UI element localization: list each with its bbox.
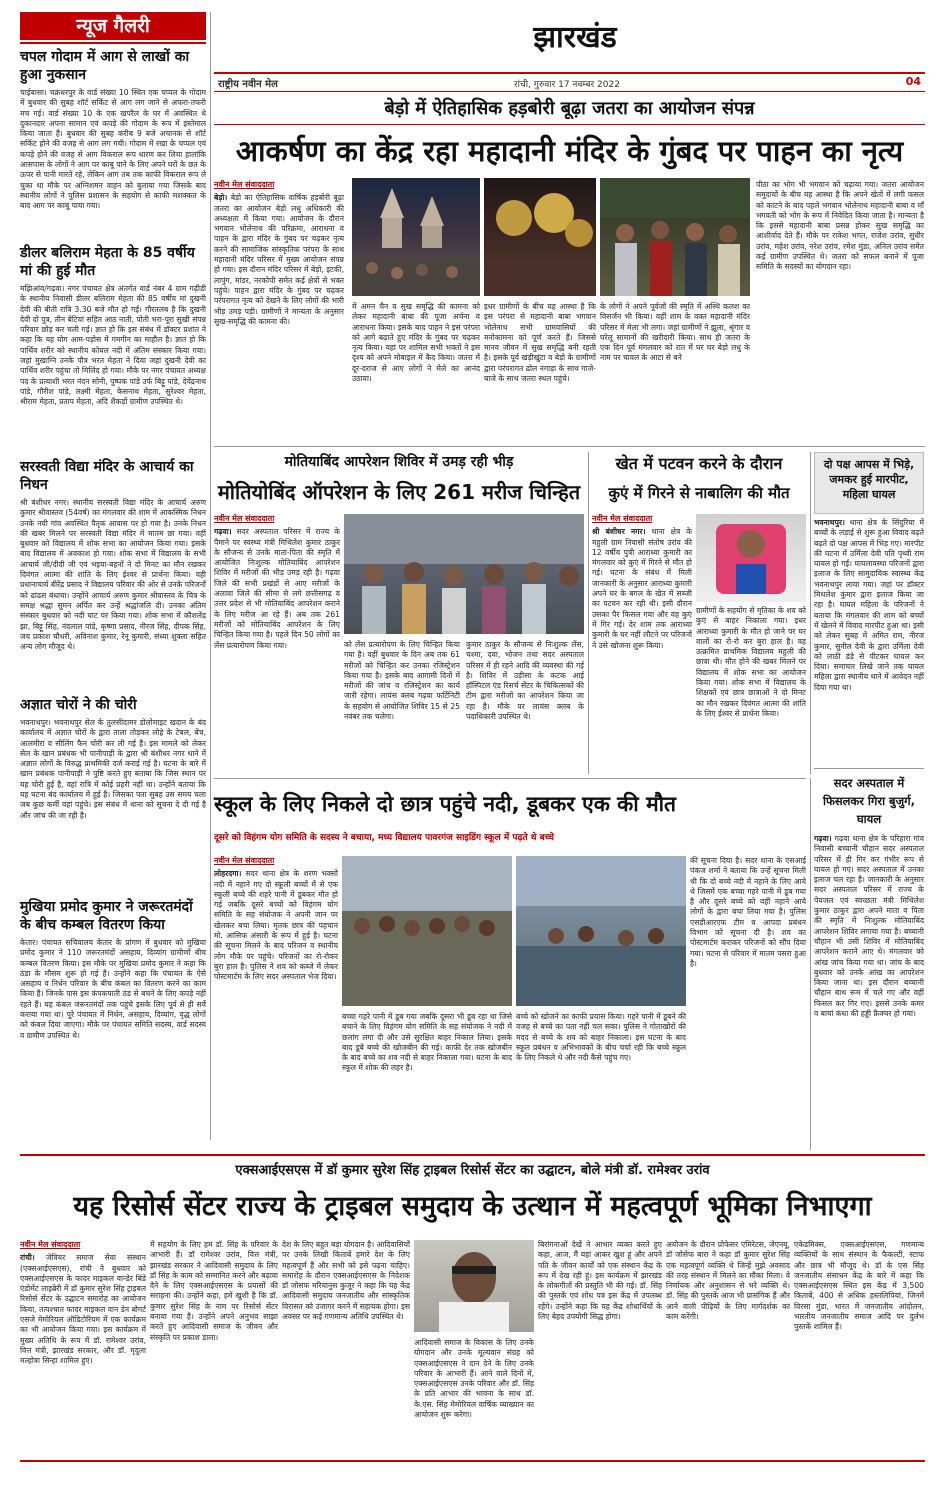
masthead-bar	[214, 72, 925, 92]
story6-subhead: दूसरे को विहंगम योग समिति के सदस्य ने बचाया, मध्य विद्यालय पावरगंज साइडिंग स्कूल में पढ़ते थे बच्चे	[214, 833, 554, 843]
story6-photo-river	[516, 856, 686, 1006]
story1-photo-dance	[484, 178, 596, 296]
story1-kicker-rule	[214, 124, 925, 125]
sidebar-item-4-head: अज्ञात चोरों ने की चोरी	[20, 697, 137, 713]
story7-byline: नवीन मेल संवाददाता	[20, 1240, 81, 1249]
sidebar-item-3-head: सरस्वती विद्या मंदिर के आचार्य का निधन	[20, 459, 194, 493]
story7-top-rule	[20, 1154, 925, 1156]
story4-body	[814, 518, 924, 762]
story2-col1	[214, 514, 340, 774]
story7-col5: बिरांगनाओं देखें ने आभार व्यक्त करते हुए कहा, आज, मैं यहां आकर खुश हूं और अपने पति के जीवन कार्यों को एक संस्थान केंद्र के रूप में देख रही हूं। इस कार्यक्रम में झारखंड के लोकगीतों की प्रस्तुति भी की गई। डॉ. सिंह की पुस्तकें एवं शोध पत्र इस केंद्र में उपलब्ध रहेंगे। उन्होंने कहा कि यह केंद्र शोधार्थियों के लिए बेहद उपयोगी सिद्ध होगा।	[538, 1240, 662, 1322]
story4-body-text: थाना क्षेत्र के सिंदुरिया में बच्चों के लड़ाई से शुरू हुआ विवाद बढ़ते बढ़ते दो पक्ष आपस में भिड़ गए। मारपीट की घटना में उर्मिला देवी पति पृथ्वी राम घायल हो गईं। घायलावस्था परिजनों द्वारा इलाज के लिए सामुदायिक स्वास्थ्य केंद्र भवनाथपुर लाया गया। जहां पर डॉक्टर मिथलेश कुमार द्वारा इलाज किया जा रहा है। घायल महिला के परिजनों ने बताया कि मंगलवार की शाम को बच्चों में खेलने में विवाद मारपीट हुआ था। इसी को लेकर सुबह में अमित राम, नीरज कुमार, सुनील देवी के द्वारा उर्मिला देवी को लाठी डंडे से पीटकर घायल कर दिया। समाचार लिखे जाने तक घायल महिला द्वारा स्थानीय थाने में आवेदन नहीं दिया गया था।	[814, 518, 924, 692]
story3-divider	[810, 452, 811, 774]
story1-col1	[214, 180, 344, 450]
sidebar-item-5-head: मुखिया प्रमोद कुमार ने जरूरतमंदों के बीच कम्बल वितरण किया	[20, 899, 193, 933]
story1-col5: पीठा का भोग भी भगवान को चढ़ाया गया। जतरा आयोजन समुदायों के बीच यह आस्था है कि अपने खेतों में लगी फसल को काटने के बाद पहले भगवान भोलेनाथ महादानी बाबा व माँ भगवती को भोग के रूप में निवेदित किया जाता है। मान्यता है कि इससे महादानी बाबा प्रसन्न होकर सुख समृद्धि का आशीर्वाद देते हैं। मौके पर राकेश भगत, राजेश उरांव, सुधीर उरांव, महेश उरांव, नरेश उरांव, रमेश मुंडा, अनिल उरांव समेत कई ग्रामीण उपस्थित थे। जतरा को सफल बनाने में पूजा समिति के सदस्यों का योगदान रहा।	[756, 180, 924, 272]
section-title: झारखंड	[533, 20, 617, 55]
story1-photo-group	[600, 178, 750, 296]
story6-col4: की सूचना दिया है। सदर थाना के एसआई पंकज शर्मा ने बताया कि उन्हें सूचना मिली थी कि दो बच्चे नदी में नहाने के लिए आये थे जिसमें एक बच्चा गहरे पानी में डूब गया है और दूसरे बच्चे को वहीं नहाने आये लोगों के द्वारा बचा लिया गया है। पुलिस एसडीआरएफ टीम व आपदा प्रबंधन विभाग को सूचना दी है। शव का पोस्टमार्टम कराकर परिजनों को सौंप दिया गया। घटना से परिवार में मातम पसरा हुआ है।	[690, 856, 806, 968]
story6-col1	[214, 856, 338, 1150]
story1-col4: के लोगों ने अपने पूर्वजों की स्मृति में अस्थि कलश का विसर्जन भी किया। वहीं शाम के वक्त महादानी मंदिर परिसर में मेला भी लगा। जहां ग्रामीणों ने झूला, श्रृंगार व घरेलू सामानों की खरीदारी किया। साथ ही जतरा के एक दिन पूर्व मंगलवार को रात में घर घर बेड़ो लधु के नाम पर चावल के आटा से बने	[600, 302, 750, 363]
story3-byline: नवीन मेल संवाददाता	[592, 514, 653, 523]
page-number: 04	[905, 75, 921, 88]
story2-bottom-rule	[214, 778, 806, 779]
story2-col1-text: सदर अस्पताल परिसर में राज्य के पैमाने पर स्वस्थ्य मंत्री मिथिलेश कुमार ठाकुर के सौजन्य से उनके माता-पिता की स्मृति में आयोजित निःशुल्क मोतियाबिंद आपरेशन शिविर में मरीजों की भीड़ उमड़ रही है। गढ़वा जिले की सभी प्रखंडों से आए मरीजों के अलावा जिले की सीमा से लगे छत्तीसगढ़ व उत्तर प्रदेश से भी मोतियाबिंद आपरेशन कराने के लिए मरीज आ रहे हैं। अब तक 261 मरीजों को मोतियाबिंद आपरेशन के लिए चिन्हित किया गया है। पहले दिन 50 लोगों का लेंस प्रत्यारोपण किया गया।	[214, 527, 340, 650]
story2-col3: कुमार ठाकुर के सौजन्य से निःशुल्क लेंस, चश्मा, दवा, भोजन तथा सदर अस्पताल परिसर में ही रहने आदि की व्यवस्था की गई है। शिविर में उड़ीसा के कटक आई हॉस्पिटल एंड रिसर्च सेंटर के चिकित्सकों की टीम द्वारा मरीजों का आपरेशन किया जा रहा है। मौके पर लायंस क्लब के पदाधिकारी उपस्थित थे।	[466, 640, 584, 722]
story3-headline-2: कुएं में गिरने से नाबालिग की मौत	[608, 484, 790, 502]
sidebar-item-5	[20, 898, 206, 1146]
sidebar-item-1-body: चाईबासा। चक्रधरपुर के वार्ड संख्या 10 स्थित एक चप्पल के गोदाम में बुधवार की सुबह शॉर्ट सर्किट से आग लग जाने से अफरा-तफरी मच गई। वार्ड संख्या 10 के एक खपरैल के घर में अवस्थित थे दुकानदार अपना सामान एवं कपड़े की गोदाम के रूप में इस्तेमाल किया जाता है। बुधवार की सुबह करीब 9 बजे अचानक से शॉर्ट सर्किट होने की वजह से आग लग गयी। गोदाम में रखा के चप्पल एवं कपड़े होने की वजह से आग विकराल रूप धारण कर लिया हालांकि आसपास के लोगों ने आग पर काबू पाने के लिए अपने घरों के छत के ऊपर से पानी मारते रहे, लेकिन आग तब तक काफी विकराल रूप ले चुका था मौके पर अग्निशमन वाहन को बुलाया गया जिसके बाद स्थानीय लोगों ने पुलिस प्रशासन के सहयोग से काफी मशक्कत के बाद आग पर काबू पाया गया।	[20, 88, 206, 211]
story1-bottom-rule	[214, 446, 925, 447]
story6-photo-crowd	[342, 856, 512, 1006]
story3-col2: ग्रामीणों के सहयोग से मृतिका के शव को कुएं से बाहर निकाला गया। इधर आराध्या कुमारी के मौत हो जाने पर घर वालों का रो-रो कर बुरा हाल है। वह उत्क्रमित प्राथमिक विद्यालय महुली की छात्रा थी। मौत होने की खबर मिलने पर विद्यालय में शोक सभा का आयोजन किया गया। शोक सभा में विद्यालय के शिक्षकों एवं छात्र छात्राओं ने दो मिनट का मौन रखकर दिवंगत आत्मा की शांति के लिए ईश्वर से प्रार्थना किया।	[696, 606, 806, 718]
story7-kicker: एक्सआईएसएस में डॉ कुमार सुरेश सिंह ट्राइबल रिसोर्स सेंटर का उद्घाटन, बोले मंत्री डॉ. रामेश्वर उरांव	[235, 1163, 710, 1178]
story1-kicker: बेड़ो में ऐतिहासिक हड़बोरी बूढ़ा जतरा का आयोजन संपन्न	[384, 98, 755, 119]
story6-col1-text: सदर थाना क्षेत्र के शरण भक्सो नदी में नहाने गए दो स्कूली बच्चों में से एक स्कूली बच्चे की शहरे पानी में डूबकर मौत हो गई जबकि दूसरे बच्चों को विहंगम योग समिति के सह संयोजक ने अपनी जान पर खेलकर बचा लिया। मृतक छात्र की पहचान मो. आसिफ अंसारी के रूप में हुई है। घटना की सूचना मिलने के बाद परिजन व स्थानीय लोग मौके पर पहुंचे। परिजनों का रो-रोकर बुरा हाल है। पुलिस ने शव को कब्जे में लेकर पोस्टमार्टम के लिए सदर अस्पताल भेज दिया।	[214, 869, 338, 982]
story5-lead: गढ़वा।	[814, 834, 832, 843]
story5-body	[814, 834, 924, 1150]
sidebar-item-3	[20, 458, 206, 688]
sidebar-item-2-body: मझिआंव/गढ़वा। नगर पंचायत क्षेत्र अंतर्गत वार्ड नंबर 4 ग्राम गढ़ीडी के स्थानीय निवासी डीलर बलिराम मेहता की 85 वर्षीय मां दुखनी देवी की बीती रात्रि 3.30 बजे मौत हो गई। गौरतलब है कि दुखनी देवी दो पुत्र, तीन बेटियां सहित आठ नाती, पोती भरा-पूरा सुखी संपन्न परिवार छोड़ कर चली गई। ज्ञात हो कि इस संबंध में डॉक्टर प्रशांत ने कहा कि यह योग आम-पड़ोस में गमगीन का माहौल है। ज्ञात हो कि पार्थिव शरीर को स्थानीय कोयल नदी में अंतिम संस्कार किया गया। जहां मुखाग्नि उनके पौत्र भरत मेहता ने दिया जहां दुखनी देवी का पार्थिव शरीर पहुंचा तो मिलिंद हो गया। मौके पर नगर पंचायत अध्यक्ष पद के प्रत्याशी भरत नंदन सोनी, पुष्पक पांडे उर्फ बिट्टू पांडे, देवेंद्रनाथ पांडे, गौरीश पांडे, लक्ष्मी मेहता, केसनाथ मेहता, सुरेश्वर मेहता, श्रीराम मेहता, प्रताप मेहता, अदि शैकड़ों ग्रामीण उपस्थित थे।	[20, 284, 206, 407]
story7-photo-minister	[414, 1240, 534, 1332]
story2-byline: नवीन मेल संवाददाता	[214, 514, 275, 523]
story7-col7: एकेडमिक्स, एक्सआईएसएस, गणमान्य व्यक्तियों के साथ संस्थान के फैकल्टी, स्टाफ और छात्र भी मौजूद थे। डॉ के एस सिंह जनजातीय संसाधन केंद्र के बारे में कहा कि एक्सआईएसएस स्थित इस केंद्र में 3,500 किताबें, 400 से अधिक हस्तलिपियां, जिनमें विरसा मुंडा, भारत में जनजातीय आंदोलन, भारतीय जनजातीय समाज आदि पर दुर्लभ पुस्तकें शामिल हैं।	[794, 1240, 924, 1332]
story4-bottom-rule	[814, 768, 924, 769]
story3-lead: श्री बंशीधर नगर।	[592, 527, 646, 537]
story6-byline: नवीन मेल संवाददाता	[214, 856, 275, 865]
story2-lead: गढ़वा।	[214, 527, 232, 537]
story5-headline: सदर अस्पताल में फिसलकर गिरा बुजुर्ग, घायल	[822, 776, 916, 826]
story2-kicker: मोतियाबिंद आपरेशन शिविर में उमड़ रही भीड़	[284, 454, 514, 470]
story5-body-text: गढ़वा थाना क्षेत्र के परिहारा गांव निवासी बच्चानी चौहान सदर अस्पताल परिसर में ही गिर कर गंभीर रूप से घायल हो गए। सदर अस्पताल में उनका इलाज चल रहा है। जानकारी के अनुसार सदर अस्पताल परिसर में राज्य के पेयजल एवं स्वच्छता मंत्री मिथिलेश कुमार ठाकुर द्वारा अपने माता व पिता की स्मृति में निःशुल्क मोतियाबिंद आपरेशन शिविर लगाया गया है। बच्चानी चौहान भी उसी शिविर में मोतियाबिंद आपरेशन कराने आए थे। मंगलवार को आंख जांच किया गया था। जांच के बाद बुधवार को उनके आंख का आपरेशन किया जाना था। इस दौरान बच्चानी चौहान बाथ रूम में चले गए और वहीं फिसल कर गिर गए। इससे उनके कमर व बायां कंधा की हड्डी फ्रैक्चर हो गया।	[814, 834, 924, 1019]
sidebar-item-1	[20, 48, 206, 254]
sidebar-title: न्यूज गैलरी	[20, 12, 206, 40]
story7-col4: आदिवासी समाज के विकास के लिए उनके योगदान और उनके मूल्यवान संग्रह को एक्सआईएसएस ने दान देने के लिए उनके परिवार के आभारी हैं। आने वाले दिनों में, एक्सआईएसएस उनके परिवार और डॉ. सिंह के प्रति आभार की भावना के साथ डॉ. के.एस. सिंह मेमोरियल वार्षिक व्याख्यान का आयोजन शुरू करेगा।	[414, 1338, 534, 1420]
story7-headline: यह रिसोर्स सेंटर राज्य के ट्राइबल समुदाय के उत्थान में महत्वपूर्ण भूमिका निभाएगा	[73, 1191, 872, 1222]
story7-col1-text: जेवियर समाज सेवा संस्थान (एक्सआईएसएस), रांची ने बुधवार को एक्सआईएसएस के फादर माइकल वान्डेर बिंडे एंडोमेंट लाइब्रेरी में डॉ कुमार सुरेश सिंह ट्राइबल रिसोर्स सेंटर के उद्घाटन समारोह का आयोजन किया, तत्पश्चात फादर माइकल वान डेन बोगर्ट एसजे मेमोरियल ऑडिटोरियम में एक कार्यक्रम का भी आयोजन किया गया। इस कार्यक्रम में मुख्य अतिथि के रूप में डॉ. रामेश्वर उरांव, वित्त मंत्री, झारखंड सरकार, और डॉ. मृदुला मल्होत्रा सिन्हा शामिल हुए।	[20, 1253, 146, 1366]
story6-lead: लोहरदगा।	[214, 869, 242, 879]
paper-name: राष्ट्रीय नवीन मेल	[218, 79, 278, 90]
page-bottom-rule	[20, 1460, 925, 1462]
story1-col2: में अमन चैन व सुख समृद्धि की कामना को लेकर महादानी बाबा की पूजा अर्चना व आराधना किया। इसके बाद पाहन ने इस परंपरा को आगे बढ़ाते हुए मंदिर के गुंबद पर चढ़कर नृत्य किया। यहां पर शामिल सभी भक्तों ने इस दृश्य को अपने मोबाइल में कैद किया। जतरा में दूर-दराज से आए लोगों ने मेले का आनंद उठाया।	[352, 302, 480, 384]
story2-headline: मोतियोबिंद ऑपरेशन के लिए 261 मरीज चिन्हित	[217, 480, 581, 504]
story3-photo	[696, 514, 806, 602]
sidebar-item-3-body: श्री बंशीधर नगर। स्थानीय सरस्वती विद्या मंदिर के आचार्य अरुण कुमार श्रीवास्तव (54वर्ष) का मंगलवार की शाम में आकस्मिक निधन उनके नयी गांव अवस्थित पैतृक आवास पर हो गया है। उनके निधन की खबर मिलने पर सरस्वती विद्या मंदिर में मातम छा गया। वहीं बुधवार को विद्यालय में शोक सभा का आयोजन किया गया। इसके बाद विद्यालय में अवकाश हो गया। शोक सभा में विद्यालय के सभी आचार्य जी/दीदी जी एवं भइया-बहनों ने दो मिनट का मौन रखकर दिवंगत आत्मा की शांति के लिए ईश्वर से प्रार्थना किया। वही प्रधानाचार्य बीरेंद्र प्रसाद ने विद्यालय परिवार की ओर से उनके परिजनों को ढांढस बंधाया। उन्होंने आचार्य अरुण कुमार श्रीवास्तव के चित्र के समक्ष श्रद्धा सुमन अर्पित कर उन्हें श्रद्धांजलि दी। उनका अंतिम संस्कार बुधवार को नदी घाट पर किया गया। शोक सभा में कौशलेंद्र झा, बिट्टू सिंह, नंदलाल पांडे, कृष्णा प्रसाद, नीरज सिंह, दीपक सिंह, जय प्रकाश चौधरी, अविनाश कुमार, रेनू कुमारी, संध्या शुक्ला सहित अन्य लोग मौजूद थे।	[20, 498, 206, 652]
story3-col1	[592, 514, 692, 776]
story2-photo	[344, 514, 584, 634]
sidebar-item-5-body: केतार। पंचायत सचिवालय केतार के प्रांगण में बुधवार को मुखिया प्रमोद कुमार ने 110 जरूरतमंदों असहाय, दिव्यांग ग्रामीणों बीच कम्बल वितरण किया। इस मौके पर मुखिया प्रमोद कुमार ने कहा कि ठंडा के मौसम शुरू हो गई है। उन्होंने कहा कि पंचायत के ऐसे असहाय व निर्धन परिवार के बीच कंबल का वितरण करने का काम किया है। जिनके पास इस कंपकपाती ठंड से बचने के लिए कपड़े नहीं रहते हैं। यह कंबल जरूरतमंदों तक पहुंचे इसके लिए पूर्व से ही सर्वे कराया गया था। पूरे पंचायत में निर्धन, असहाय, दिव्यांग, वृद्ध लोगों को कंबल दिया जाएगा। मौके पर पंचायत समिति सदस्य, वार्ड सदस्य व ग्रामीण उपस्थित थे।	[20, 938, 206, 1040]
story6-col2: बच्चा गहरे पानी में डूब गया जबकि दूसरा भी डूब रहा था जिसे बचाने के लिए विहंगम योग समिति के सह संयोजक ने नदी में छलांग लगा दी और उसे सुरक्षित बाहर निकाल लिया। इसके बाद डूबे बच्चे की खोजबीन की गई। काफी देर तक खोजबीन के बाद बच्चे का शव नदी से बाहर निकाला गया। घटना के बाद स्कूल में शोक की लहर है।	[342, 1012, 512, 1073]
sidebar-item-2	[20, 244, 206, 454]
sidebar	[20, 12, 206, 1452]
story1-byline: नवीन मेल संवाददाता	[214, 180, 275, 189]
story3-col1-text: थाना क्षेत्र के महुली ग्राम निवासी संतोष उरांव की 12 वर्षीय पुत्री आराध्या कुमारी का मंगलवार को कुएं में गिरने से मौत हो गई। घटना के संबंध में मिली जानकारी के अनुसार आराध्या कुमारी अपने घर के बगल के खेत में सब्जी का पटवन कर रही थी। इसी दौरान उसका पैर फिसल गया और वह कुएं में गिर गई। देर शाम तक आराध्या कुमारी के घर नहीं लौटने पर परिजनों ने उसे खोजना शुरू किया।	[592, 527, 692, 650]
story7-col1	[20, 1240, 146, 1452]
sidebar-item-1-head: चपल गोदाम में आग से लाखों का हुआ नुकसान	[20, 49, 190, 83]
story4-headline: दो पक्ष आपस में भिड़े, जमकर हुई मारपीट, महिला घायल	[814, 452, 924, 514]
story7-col6: अयोजन के दौरान प्रोफेसर एमिरेटस, जेएनयू, डॉ जोसेफ बारा ने कहा डॉ कुमार सुरेश सिंह एक महत्वपूर्ण व्यक्ति थे जिन्हें मुझे अवसाद की तरह संस्थान में मिलने का मौका मिला। वे निर्णायक और अनुशासन से भरे व्यक्ति थे। डॉ. सिंह की पुस्तकें आज भी प्रासंगिक हैं और आने वाली पीढ़ियों के लिए मार्गदर्शक का काम करेंगी।	[666, 1240, 790, 1322]
sidebar-item-4-body: भवनाथपुर। भवनाथपुर सेल के तुलसीदामर डोलोमाइट खदान के बंद कार्यालय में अज्ञात चोरों के द्वारा ताला तोड़कर लोहे के टेबल, बेंच, आलमीरा व सीलिंग फैन चोरी कर ली गई है। इस मामले को लेकर सेल के खान प्रबंधक भी पानीपाड़ी के द्वारा श्री बंशीधर नगर थाने में अज्ञात लोगों के विरुद्ध प्राथमिकी दर्ज कराई गई है। घटना के बारे में खान प्रबंधक पानीपाड़ी ने पुष्टि करते हुए बताया कि जिस स्थान पर यह चोरी हुई है, वहां रात्रि में कोई प्रहरी नहीं था। उन्होंने बताया कि यह घटना बंद कार्यालय में हुई है। जिसका पता सुबह उस समय चला जब कुछ कर्मी वहां पहुंचे। इस संबंध में थाना को सूचना दे दी गई है और जांच की जा रही है।	[20, 718, 206, 820]
story4-lead: भवनाथपुर।	[814, 518, 845, 527]
dateline: रांची, गुरुवार 17 नवम्बर 2022	[514, 80, 620, 90]
story6-col3: बच्चे को खोजने का काफी प्रयास किया। गहरे पानी में डूबने की वजह से बच्चे का पता नहीं चल सका। पुलिस ने गोताखोरों की मदद से बच्चे के शव को बाहर निकाला। इस घटना के बाद स्कूल प्रबंधन व अभिभावकों के बीच चर्चा रही कि बच्चे स्कूल के लिए निकले थे और नदी कैसे पहुंच गए।	[516, 1012, 686, 1063]
sidebar-item-4	[20, 696, 206, 892]
story6-headline: स्कूल के लिए निकले दो छात्र पहुंचे नदी, डूबकर एक की मौत	[214, 792, 677, 816]
story1-lead: बेड़ो।	[214, 193, 228, 203]
story7-col3: देश के लिए बहुत बड़ा योगदान है। आदिवासियों पर उनके लिखी किताबें हमारे देश के लिए महत्वपूर्ण हैं और सभी को इसे पढ़ना चाहिए। समारोह के दौरान एक्सआईएसएस के निदेशक डॉ जोसफ मरियानुस कुजूर ने कहा कि यह केंद्र आदिवासी समुदाय जनजातीय और सांस्कृतिक विरासत को उजागर करने में सहायक होगा। इस अवसर पर कई गणमान्य अतिथि उपस्थित थे।	[282, 1240, 410, 1322]
story1-photo-temple	[352, 178, 480, 296]
story6-divider	[810, 778, 811, 1150]
story1-col1-text: बेड़ो का ऐतिहासिक वार्षिक हड़बोरी बूढ़ा जतरा का आयोजन बेड़ो लधु अधिकारी की अध्यक्षता में किया गया। आयोजन के दौरान भगवान भोलेनाथ की परिक्रमा, आराधना व पाहन के द्वारा मंदिर के गुंबद पर चढ़कर नृत्य करने की सामाजिक सांस्कृतिक परंपरा के साथ महादानी मंदिर परिसर में मुख्य आयोजन संपन्न हो गया। इस दौरान मंदिर परिसर में बेड़ो, इटकी, लापुंग, मांडर, नरकोपी समेत कई क्षेत्रों से भक्त पहुंचे। पाहन द्वारा मंदिर के गुंबद पर चढ़कर परंपरागत नृत्य को देखने के लिए लोगों की भारी भीड़ उमड़ पड़ी। ग्रामीणों ने मान्यता के अनुसार सुख-समृद्धि की कामना की।	[214, 193, 344, 326]
story3-headline-1: खेत में पटवन करने के दौरान	[615, 454, 783, 473]
story2-col2: को लेंस प्रत्यारोपण के लिए चिन्हित किया गया है। वहीं बुधवार के दिन अब तक 61 मरीजों को चिन्हित कर उनका रजिस्ट्रेशन किया गया है। इसके बाद आगामी दिनों में मरीजों की जांच व रजिस्ट्रेशन का कार्य जारी रहेगा। लायंस क्लब गढ़वा फर्टिनिटी के सहयोग से आयोजित शिविर 15 से 25 नवंबर तक चलेगा।	[344, 640, 460, 722]
sidebar-item-2-head: डीलर बलिराम मेहता के 85 वर्षीय मां की हुई मौत	[20, 245, 195, 279]
sidebar-divider	[210, 12, 211, 1140]
story1-headline: आकर्षण का केंद्र रहा महादानी मंदिर के गुंबद पर पाहन का नृत्य	[235, 134, 904, 168]
story2-divider	[588, 452, 589, 774]
story7-col2: में सहयोग के लिए हम डॉ. सिंह के परिवार के आभारी हैं। डॉ रामेश्वर उरांव, वित्त मंत्री, झारखंड सरकार ने आदिवासी समुदाय के लिए डॉ सिंह के काम को सम्मानित करने और बढ़ावा देने के लिए एक्सआईएसएस के प्रयासों की सराहना की। उन्होंने कहा, हमें खुशी है कि डॉ. कुमार सुरेश सिंह के नाम पर रिसोर्स सेंटर बनाया गया है। उन्होंने अपने अनुभव साझा करते हुए आदिवासी समाज के जीवन और संस्कृति पर प्रकाश डाला।	[150, 1240, 278, 1342]
story1-col3: इधर ग्रामीणों के बीच यह आस्था है कि इस परंपरा से महादानी बाबा भगवान भोलेनाथ सभी ग्रामवासियों की मनोकामना को पूर्ण करते हैं। जिससे मानव जीवन में सुख समृद्धि बनी रहती है। इसके पूर्व खड़ीखुंटा व बेड़ो के ग्रामीणों द्वारा परंपरागत ढोल नगाड़ा के साथ गाजे-बाजे के साथ जतरा स्थल पहुंचे।	[484, 302, 596, 384]
story7-lead: रांची।	[20, 1253, 35, 1263]
